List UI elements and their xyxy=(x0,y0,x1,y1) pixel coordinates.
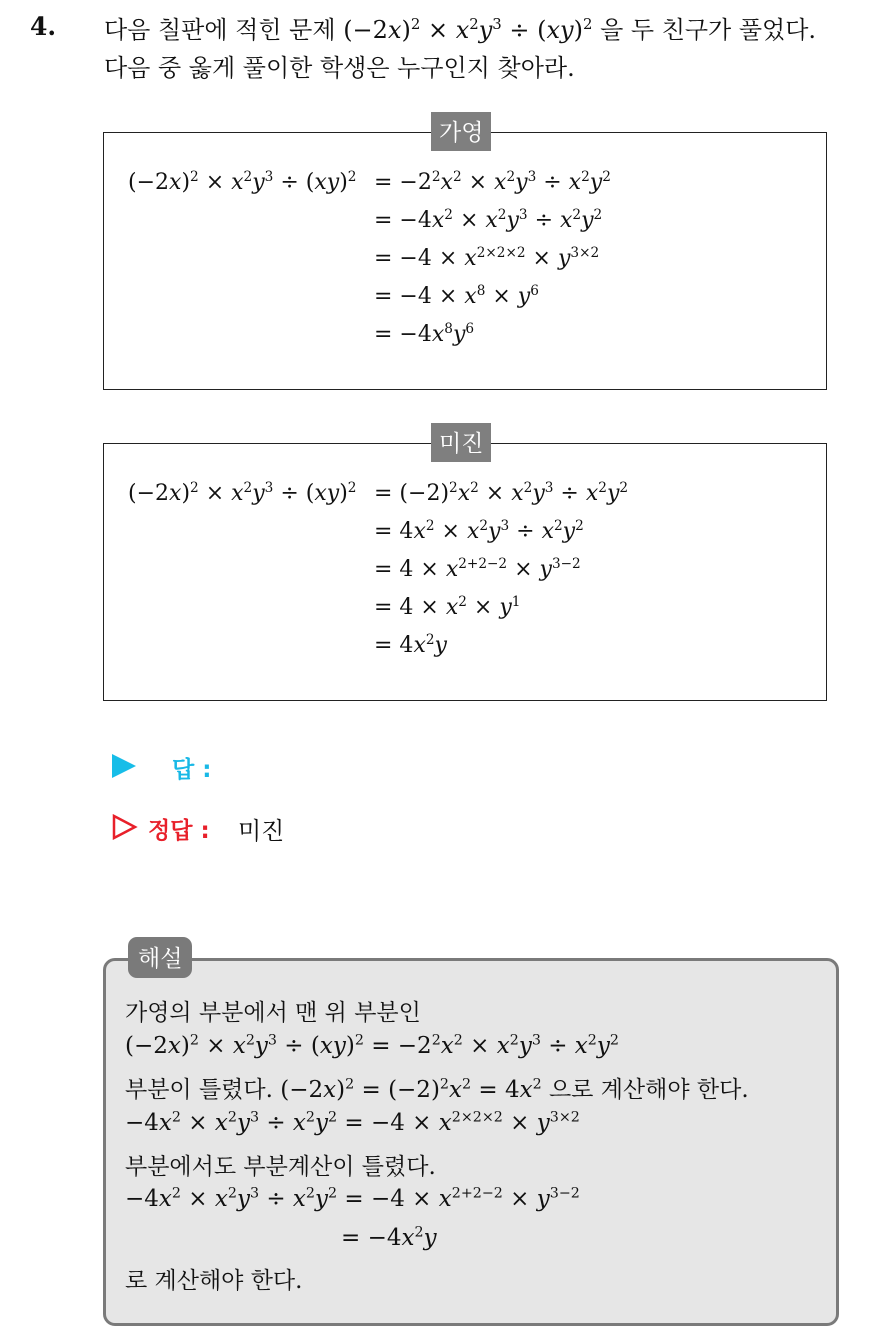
question-line-1 xyxy=(104,12,816,48)
solution-step: = $-4 \times x^8 \times y^6$ xyxy=(374,282,539,309)
solution-step: = $-4x^2 \times x^2y^3 \div x^2y^2$ xyxy=(374,206,603,233)
solution-step: = $4x^2 \times x^2y^3 \div x^2y^2$ xyxy=(374,517,584,544)
solution-lhs-gayeong: $(-2x)^2 \times x^2y^3 \div (xy)^2$ xyxy=(128,168,357,195)
explanation-line: = $-4x^2y$ xyxy=(341,1224,437,1251)
correct-arrow-icon xyxy=(112,814,138,840)
correct-label: 정답 : xyxy=(148,818,210,844)
explanation-tag: 해설 xyxy=(128,937,192,978)
answer-arrow-icon xyxy=(112,754,136,778)
solution-tag-gayeong: 가영 xyxy=(431,112,491,151)
explanation-line: $(-2x)^2 \times x^2y^3 \div (xy)^2 = -2^2x^2 \times x^2y^3 \div x^2y^2$ xyxy=(125,1032,619,1059)
correct-value: 미진 xyxy=(238,817,285,845)
explanation-line: $-4x^2 \times x^2y^3 \div x^2y^2 = -4 \times x^{2\times 2\times 2} \times y^{3\times 2}$ xyxy=(125,1109,580,1136)
explanation-line: 로 계산해야 한다. xyxy=(125,1268,303,1294)
solution-tag-mijin: 미진 xyxy=(431,423,491,462)
explanation-line: 가영의 부분에서 맨 위 부분인 xyxy=(125,1000,421,1026)
answer-input[interactable] xyxy=(232,751,532,783)
solution-step: = $-2^2x^2 \times x^2y^3 \div x^2y^2$ xyxy=(374,168,611,195)
solution-step: = $4 \times x^{2+2-2} \times y^{3-2}$ xyxy=(374,555,581,582)
question-line-1-text: 다음 칠판에 적힌 문제 xyxy=(104,16,336,44)
explanation-line: $-4x^2 \times x^2y^3 \div x^2y^2 = -4 \times x^{2+2-2} \times y^{3-2}$ xyxy=(125,1185,580,1212)
solution-step: = $-4x^8y^6$ xyxy=(374,320,475,347)
solution-step: = $4 \times x^2 \times y^1$ xyxy=(374,593,521,620)
answer-label: 답 : xyxy=(172,757,212,783)
solution-step: = $(-2)^2x^2 \times x^2y^3 \div x^2y^2$ xyxy=(374,479,629,506)
explanation-line: 부분에서도 부분계산이 틀렸다. xyxy=(125,1154,436,1180)
question-line-2: 다음 중 옳게 풀이한 학생은 누구인지 찾아라. xyxy=(104,54,575,82)
solution-step: = $4x^2y$ xyxy=(374,631,447,658)
question-line-1-end: 을 두 친구가 풀었다. xyxy=(600,16,817,44)
solution-step: = $-4 \times x^{2\times 2\times 2} \times y^{3\times 2}$ xyxy=(374,244,600,271)
question-expression: $(-2x)^2 \times x^2y^3 \div (xy)^2$ xyxy=(343,15,593,44)
solution-lhs-mijin: $(-2x)^2 \times x^2y^3 \div (xy)^2$ xyxy=(128,479,357,506)
question-number: 4. xyxy=(30,12,57,41)
explanation-line: 부분이 틀렸다. $(-2x)^2 = (-2)^2x^2 = 4x^2$ 으로 계산해야 한다. xyxy=(125,1076,749,1103)
